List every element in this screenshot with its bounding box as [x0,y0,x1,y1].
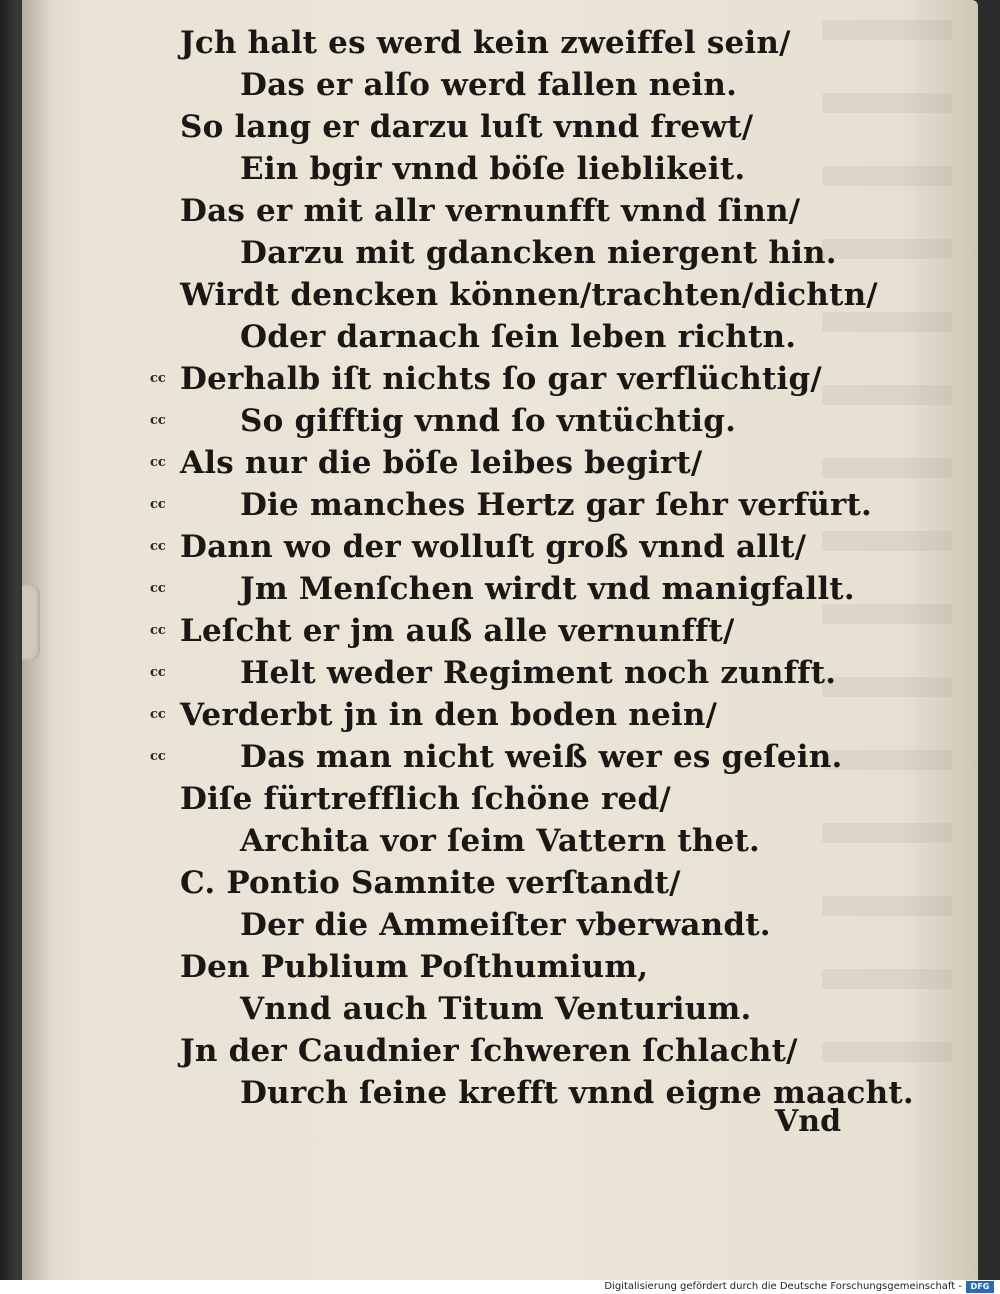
margin-quote-mark: cc [150,539,166,554]
poem-line-text: Das er alſo werd fallen nein. [240,67,738,103]
margin-quote-mark: cc [150,455,166,470]
poem-line [150,232,870,274]
poem-line [150,190,870,232]
poem-line-text: Jn der Caudnier ſchweren ſchlacht/ [180,1033,798,1069]
poem-line [150,358,870,400]
poem-line [150,442,870,484]
poem-line-text: Helt weder Regiment noch zunfft. [240,655,837,691]
poem-line-text: Ein bgir vnnd böſe lieblikeit. [240,151,746,187]
poem-line-text: Das er mit allr vernunfft vnnd ſinn/ [180,193,801,229]
poem-line-text: Der die Ammeiſter vberwandt. [240,907,771,943]
poem-line [150,988,870,1030]
poem-line-text: Verderbt jn in den boden nein/ [180,697,718,733]
poem-line [150,946,870,988]
poem-line-text: Archita vor ſeim Vattern thet. [240,823,761,859]
margin-quote-mark: cc [150,707,166,722]
poem-line [150,610,870,652]
margin-quote-mark: cc [150,497,166,512]
poem-text-block [150,22,914,1114]
poem-line [150,484,873,526]
poem-line [150,274,878,316]
poem-line [150,400,870,442]
margin-quote-mark: cc [150,749,166,764]
margin-quote-mark: cc [150,371,166,386]
dfg-logo: DFG [966,1281,994,1293]
poem-line [150,22,870,64]
poem-line-text: Jm Menſchen wirdt vnd manigfallt. [240,571,855,607]
poem-line-text: Leſcht er jm auß alle vernunfft/ [180,613,735,649]
catchword: Vnd [775,1104,842,1139]
poem-line-text: C. Pontio Samnite verſtandt/ [180,865,681,901]
poem-line [150,778,870,820]
poem-line-text: Als nur die böſe leibes begirt/ [180,445,703,481]
page-tab-marker [22,585,40,660]
poem-line [150,736,870,778]
digitization-footer [0,1280,1000,1294]
poem-line-text: Jch halt es werd kein zweiffel sein/ [180,25,791,61]
poem-line [150,148,870,190]
poem-line-text: Derhalb iſt nichts ſo gar verflüchtig/ [180,361,822,397]
funding-credit: Digitalisierung gefördert durch die Deutsche Forschungsgemeinschaft - [604,1281,962,1292]
poem-line-text: Darzu mit gdancken niergent hin. [240,235,837,271]
poem-line-text: Die manches Hertz gar ſehr verfürt. [240,487,873,523]
poem-line-text: Das man nicht weiß wer es geſein. [240,739,843,775]
poem-line [150,106,870,148]
poem-line-text: Diſe fürtrefflich ſchöne red/ [180,781,671,817]
poem-line [150,64,870,106]
poem-line [150,820,870,862]
poem-line [150,568,870,610]
margin-quote-mark: cc [150,581,166,596]
poem-line-text: So gifftig vnnd ſo vntüchtig. [240,403,737,439]
poem-line-text: Den Publium Poſthumium, [180,949,649,985]
poem-line [150,1072,914,1114]
poem-line-text: So lang er darzu luſt vnnd frewt/ [180,109,754,145]
poem-line [150,862,870,904]
margin-quote-mark: cc [150,623,166,638]
poem-line [150,526,870,568]
poem-line [150,694,870,736]
poem-line [150,904,870,946]
poem-line [150,1030,870,1072]
margin-quote-mark: cc [150,665,166,680]
margin-quote-mark: cc [150,413,166,428]
poem-line-text: Dann wo der wolluſt groß vnnd allt/ [180,529,807,565]
poem-line-text: Wirdt dencken können/trachten/dichtn/ [180,277,878,313]
poem-line-text: Durch ſeine krefft vnnd eigne maacht. [240,1075,914,1111]
poem-line [150,316,870,358]
poem-line-text: Vnnd auch Titum Venturium. [240,991,752,1027]
poem-line [150,652,870,694]
poem-line-text: Oder darnach ſein leben richtn. [240,319,797,355]
